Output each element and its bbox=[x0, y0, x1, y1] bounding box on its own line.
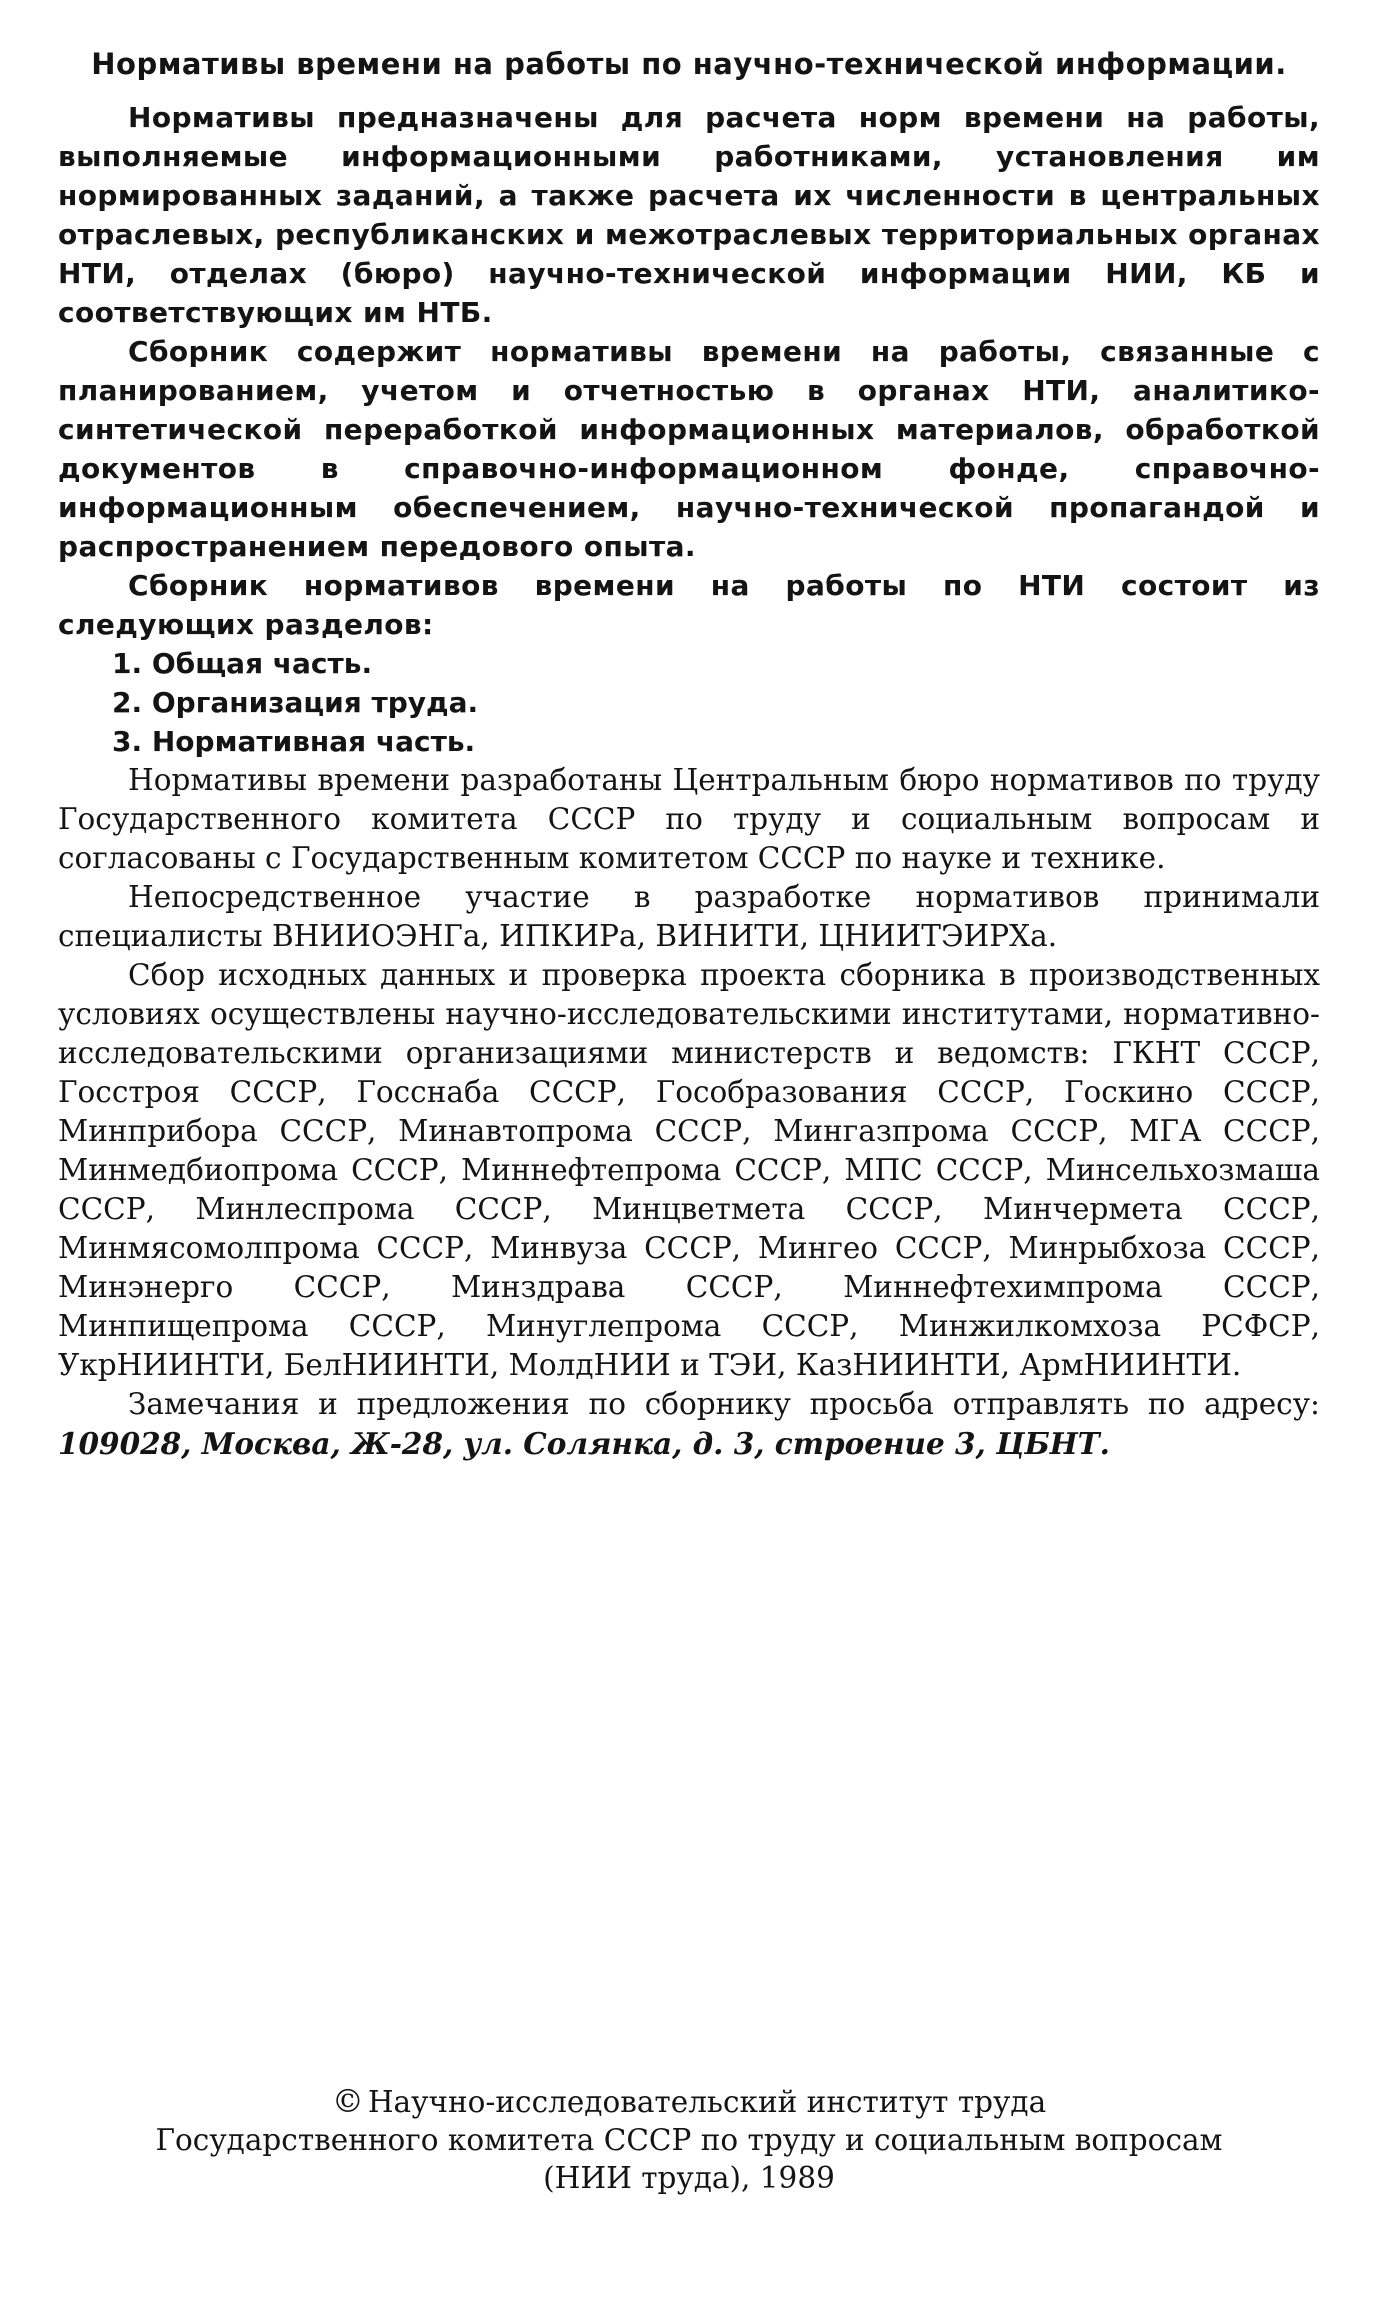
section-item: 2. Организация труда. bbox=[112, 686, 479, 719]
paragraph-data-collection: Сбор исходных данных и проверка проекта сборника в производственных условиях осуществлены научно-исследовательскими институтами, нормативно-исследовательскими организациями министерств и ведомств: ГКНТ СССР, Госстроя СССР, Госснаба СССР, Гособразования СССР, Госкино СССР, Минприбора СССР, Минавтопрома СССР, Мингазпрома СССР, МГА СССР, Минмедбиопрома СССР, Миннефтепрома СССР, МПС СССР, Минсельхозмаша СССР, Минлеспрома СССР, Минцветмета СССР, Минчермета СССР, Минмясомолпрома СССР, Минвуза СССР, Мингео СССР, Минрыбхоза СССР, Минэнерго СССР, Минздрава СССР, Миннефтехимпрома СССР, Минпищепрома СССР, Минуглепрома СССР, Минжилкомхоза РСФСР, УкрНИИНТИ, БелНИИНТИ, МолдНИИ и ТЭИ, КазНИИНТИ, АрмНИИНТИ. bbox=[58, 958, 1320, 1382]
remarks-intro: Замечания и предложения по сборнику просьба отправлять по адресу: bbox=[128, 1387, 1320, 1421]
remarks-address: 109028, Москва, Ж-28, ул. Солянка, д. 3, строение 3, ЦБНТ. bbox=[58, 1426, 1110, 1461]
sections-list bbox=[58, 644, 1320, 761]
copyright-footer bbox=[58, 2082, 1320, 2197]
footer-institute: Научно-исследовательский институт труда bbox=[367, 2085, 1047, 2119]
paragraph-participants: Непосредственное участие в разработке нормативов принимали специалисты ВНИИОЭНГа, ИПКИРа, ВИНИТИ, ЦНИИТЭИРХа. bbox=[58, 880, 1320, 953]
footer-line-3: (НИИ труда), 1989 bbox=[543, 2161, 835, 2195]
document-body bbox=[58, 44, 1320, 1464]
section-item: 3. Нормативная часть. bbox=[112, 725, 476, 758]
document-title: Нормативы времени на работы по научно-технической информации. bbox=[91, 47, 1287, 81]
paragraph-sections-intro: Сборник нормативов времени на работы по НТИ состоит из следующих разделов: bbox=[58, 569, 1320, 641]
paragraph-developers: Нормативы времени разработаны Центральным бюро нормативов по труду Государственного комитета СССР по труду и социальным вопросам и согласованы с Государственным комитетом СССР по науке и технике. bbox=[58, 763, 1320, 875]
paragraph-remarks bbox=[58, 1385, 1320, 1464]
paragraph-purpose: Нормативы предназначены для расчета норм времени на работы, выполняемые информационными работниками, установления им нормированных заданий, а также расчета их численности в центральных отраслевых, республиканских и межотраслевых территориальных органах НТИ, отделах (бюро) научно-технической информации НИИ, КБ и соответствующих им НТБ. bbox=[58, 101, 1320, 329]
footer-line-1 bbox=[58, 2082, 1320, 2121]
paragraph-contents: Сборник содержит нормативы времени на работы, связанные с планированием, учетом и отчетностью в органах НТИ, аналитико-синтетической переработкой информационных материалов, обработкой документов в справочно-информационном фонде, справочно-информационным обеспечением, научно-технической пропагандой и распространением передового опыта. bbox=[58, 335, 1320, 563]
copyright-icon: © bbox=[331, 2082, 364, 2120]
section-item: 1. Общая часть. bbox=[112, 647, 373, 680]
footer-line-2: Государственного комитета СССР по труду и социальным вопросам bbox=[155, 2123, 1223, 2157]
